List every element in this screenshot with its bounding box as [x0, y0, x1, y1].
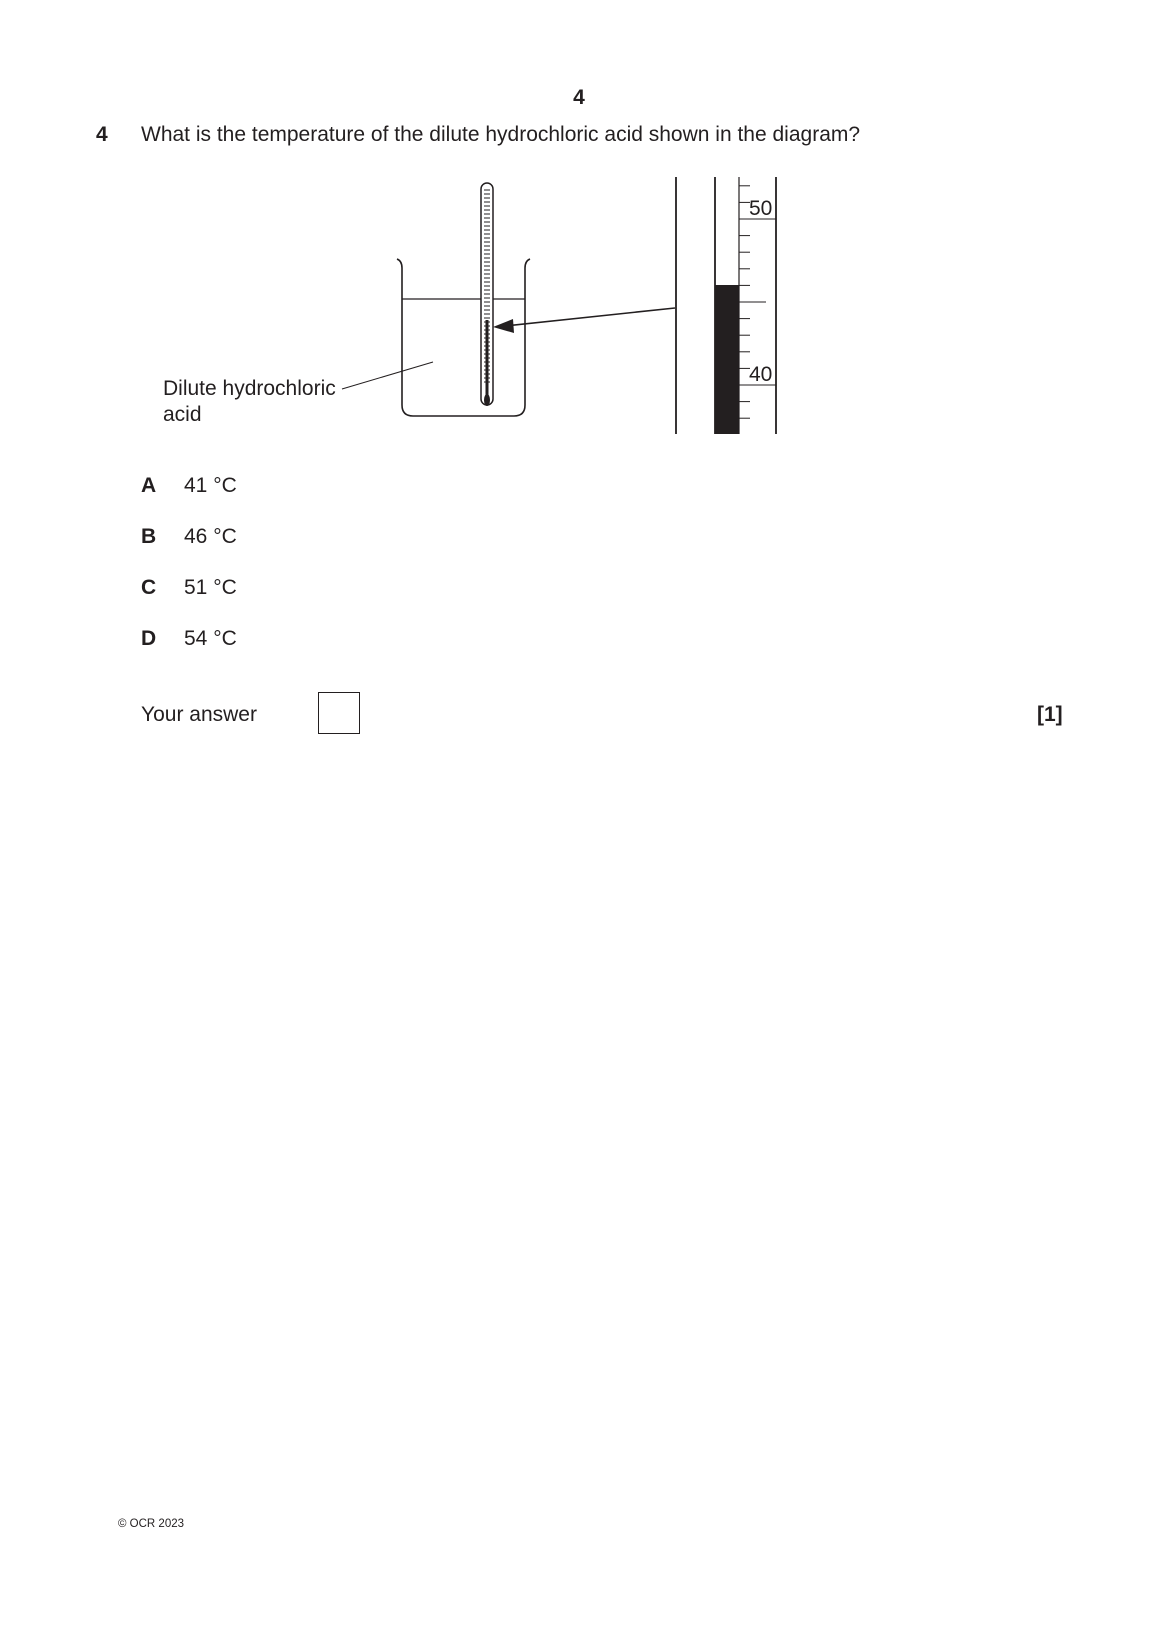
answer-box[interactable] [318, 692, 360, 734]
option-b [141, 525, 237, 549]
option-text: 41 °C [184, 474, 237, 497]
thermometer [481, 183, 493, 406]
question-number: 4 [96, 123, 108, 146]
copyright: © OCR 2023 [118, 1518, 185, 1530]
option-c [141, 576, 237, 600]
question-text: What is the temperature of the dilute hydrochloric acid shown in the diagram? [141, 123, 861, 146]
marks-indicator: [1] [1037, 703, 1063, 726]
scale-label-40: 40 [749, 363, 773, 386]
option-a [141, 474, 237, 498]
option-letter: A [141, 474, 157, 497]
acid-label-line2: acid [163, 403, 202, 426]
option-text: 46 °C [184, 525, 237, 548]
acid-label-line1: Dilute hydrochloric [163, 377, 336, 400]
mercury-column [715, 285, 739, 434]
answer-label: Your answer [141, 703, 257, 726]
option-letter: D [141, 627, 157, 650]
option-text: 51 °C [184, 576, 237, 599]
option-letter: C [141, 576, 157, 599]
option-letter: B [141, 525, 157, 548]
page-number: 4 [573, 86, 585, 109]
magnified-scale [676, 177, 776, 434]
magnify-arrow [493, 308, 675, 333]
scale-label-50: 50 [749, 197, 773, 220]
label-leader-line [342, 362, 433, 389]
option-text: 54 °C [184, 627, 237, 650]
option-d [141, 627, 237, 651]
beaker [397, 259, 530, 416]
thermometer-diagram [0, 0, 1158, 460]
